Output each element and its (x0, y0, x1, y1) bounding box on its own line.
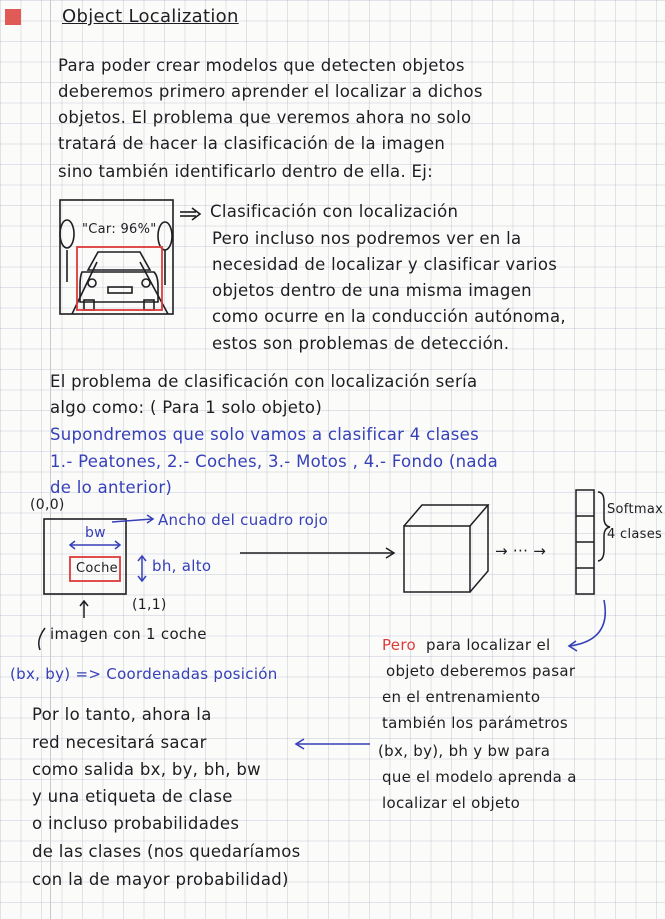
image-frame (60, 200, 173, 314)
left-line-4: y una etiqueta de clase (32, 787, 233, 806)
position-label: (bx, by) => Coordenadas posición (10, 665, 278, 683)
softmax-label-2: 4 clases (607, 527, 663, 542)
classification-line-3: objetos dentro de una misma imagen (212, 281, 532, 300)
classification-heading: Clasificación con localización (210, 202, 459, 221)
right-line-5: (bx, by), bh y bw para (378, 742, 551, 760)
left-line-7: con la de mayor probabilidad) (32, 870, 289, 889)
classification-line-4: como ocurre en la conducción autónoma, (212, 307, 566, 326)
intro-line-1: Para poder crear modelos que detecten objetos (58, 56, 465, 75)
page-title: Object Localization (62, 6, 239, 27)
left-line-6: de las clases (nos quedaríamos (32, 842, 301, 861)
left-line-3: como salida bx, by, bh, bw (32, 760, 261, 779)
right-line-4: también los parámetros (382, 714, 569, 732)
bullet-marker (5, 9, 21, 25)
car-label: "Car: 96%" (82, 222, 157, 237)
origin-label: (0,0) (30, 497, 65, 513)
problem-line-2: algo como: ( Para 1 solo objeto) (50, 398, 323, 417)
right-line-1-highlight: Pero (382, 636, 416, 654)
assume-line-1: Supondremos que solo vamos a clasificar 4 clases (50, 425, 480, 444)
right-line-6: que el modelo aprenda a (382, 768, 577, 786)
network-dots: → ··· → (495, 542, 547, 560)
problem-line-1: El problema de clasificación con localización sería (50, 372, 478, 391)
classification-line-5: estos son problemas de detección. (212, 334, 510, 353)
red-bounding-box (77, 247, 162, 310)
intro-line-3: objetos. El problema que veremos ahora no solo (58, 108, 472, 127)
softmax-label-1: Softmax (607, 502, 664, 517)
bh-description: bh, alto (152, 557, 212, 575)
left-line-1: Por lo tanto, ahora la (32, 705, 212, 724)
classification-line-2: necesidad de localizar y clasificar varios (212, 255, 558, 274)
right-line-1-rest: para localizar el (426, 636, 551, 654)
intro-line-5: sino también identificarlo dentro de ella. Ej: (58, 162, 434, 181)
right-line-2: objeto deberemos pasar (386, 662, 576, 680)
right-line-7: localizar el objeto (382, 794, 521, 812)
intro-line-2: deberemos primero aprender el localizar a dichos (58, 82, 483, 101)
end-label: (1,1) (132, 597, 167, 613)
intro-line-4: tratará de hacer la clasificación de la imagen (58, 134, 446, 153)
right-line-3: en el entrenamiento (382, 688, 541, 706)
box-label: Coche (76, 561, 118, 576)
bw-label: bw (85, 525, 106, 541)
left-line-5: o incluso probabilidades (32, 814, 240, 833)
assume-line-3: de lo anterior) (50, 478, 173, 497)
classification-line-1: Pero incluso nos podremos ver en la (212, 229, 522, 248)
bw-description: Ancho del cuadro rojo (158, 511, 329, 529)
left-line-2: red necesitará sacar (32, 733, 207, 752)
assume-line-2: 1.- Peatones, 2.- Coches, 3.- Motos , 4.- Fondo (nada (50, 452, 499, 471)
image-caption: imagen con 1 coche (50, 625, 207, 643)
